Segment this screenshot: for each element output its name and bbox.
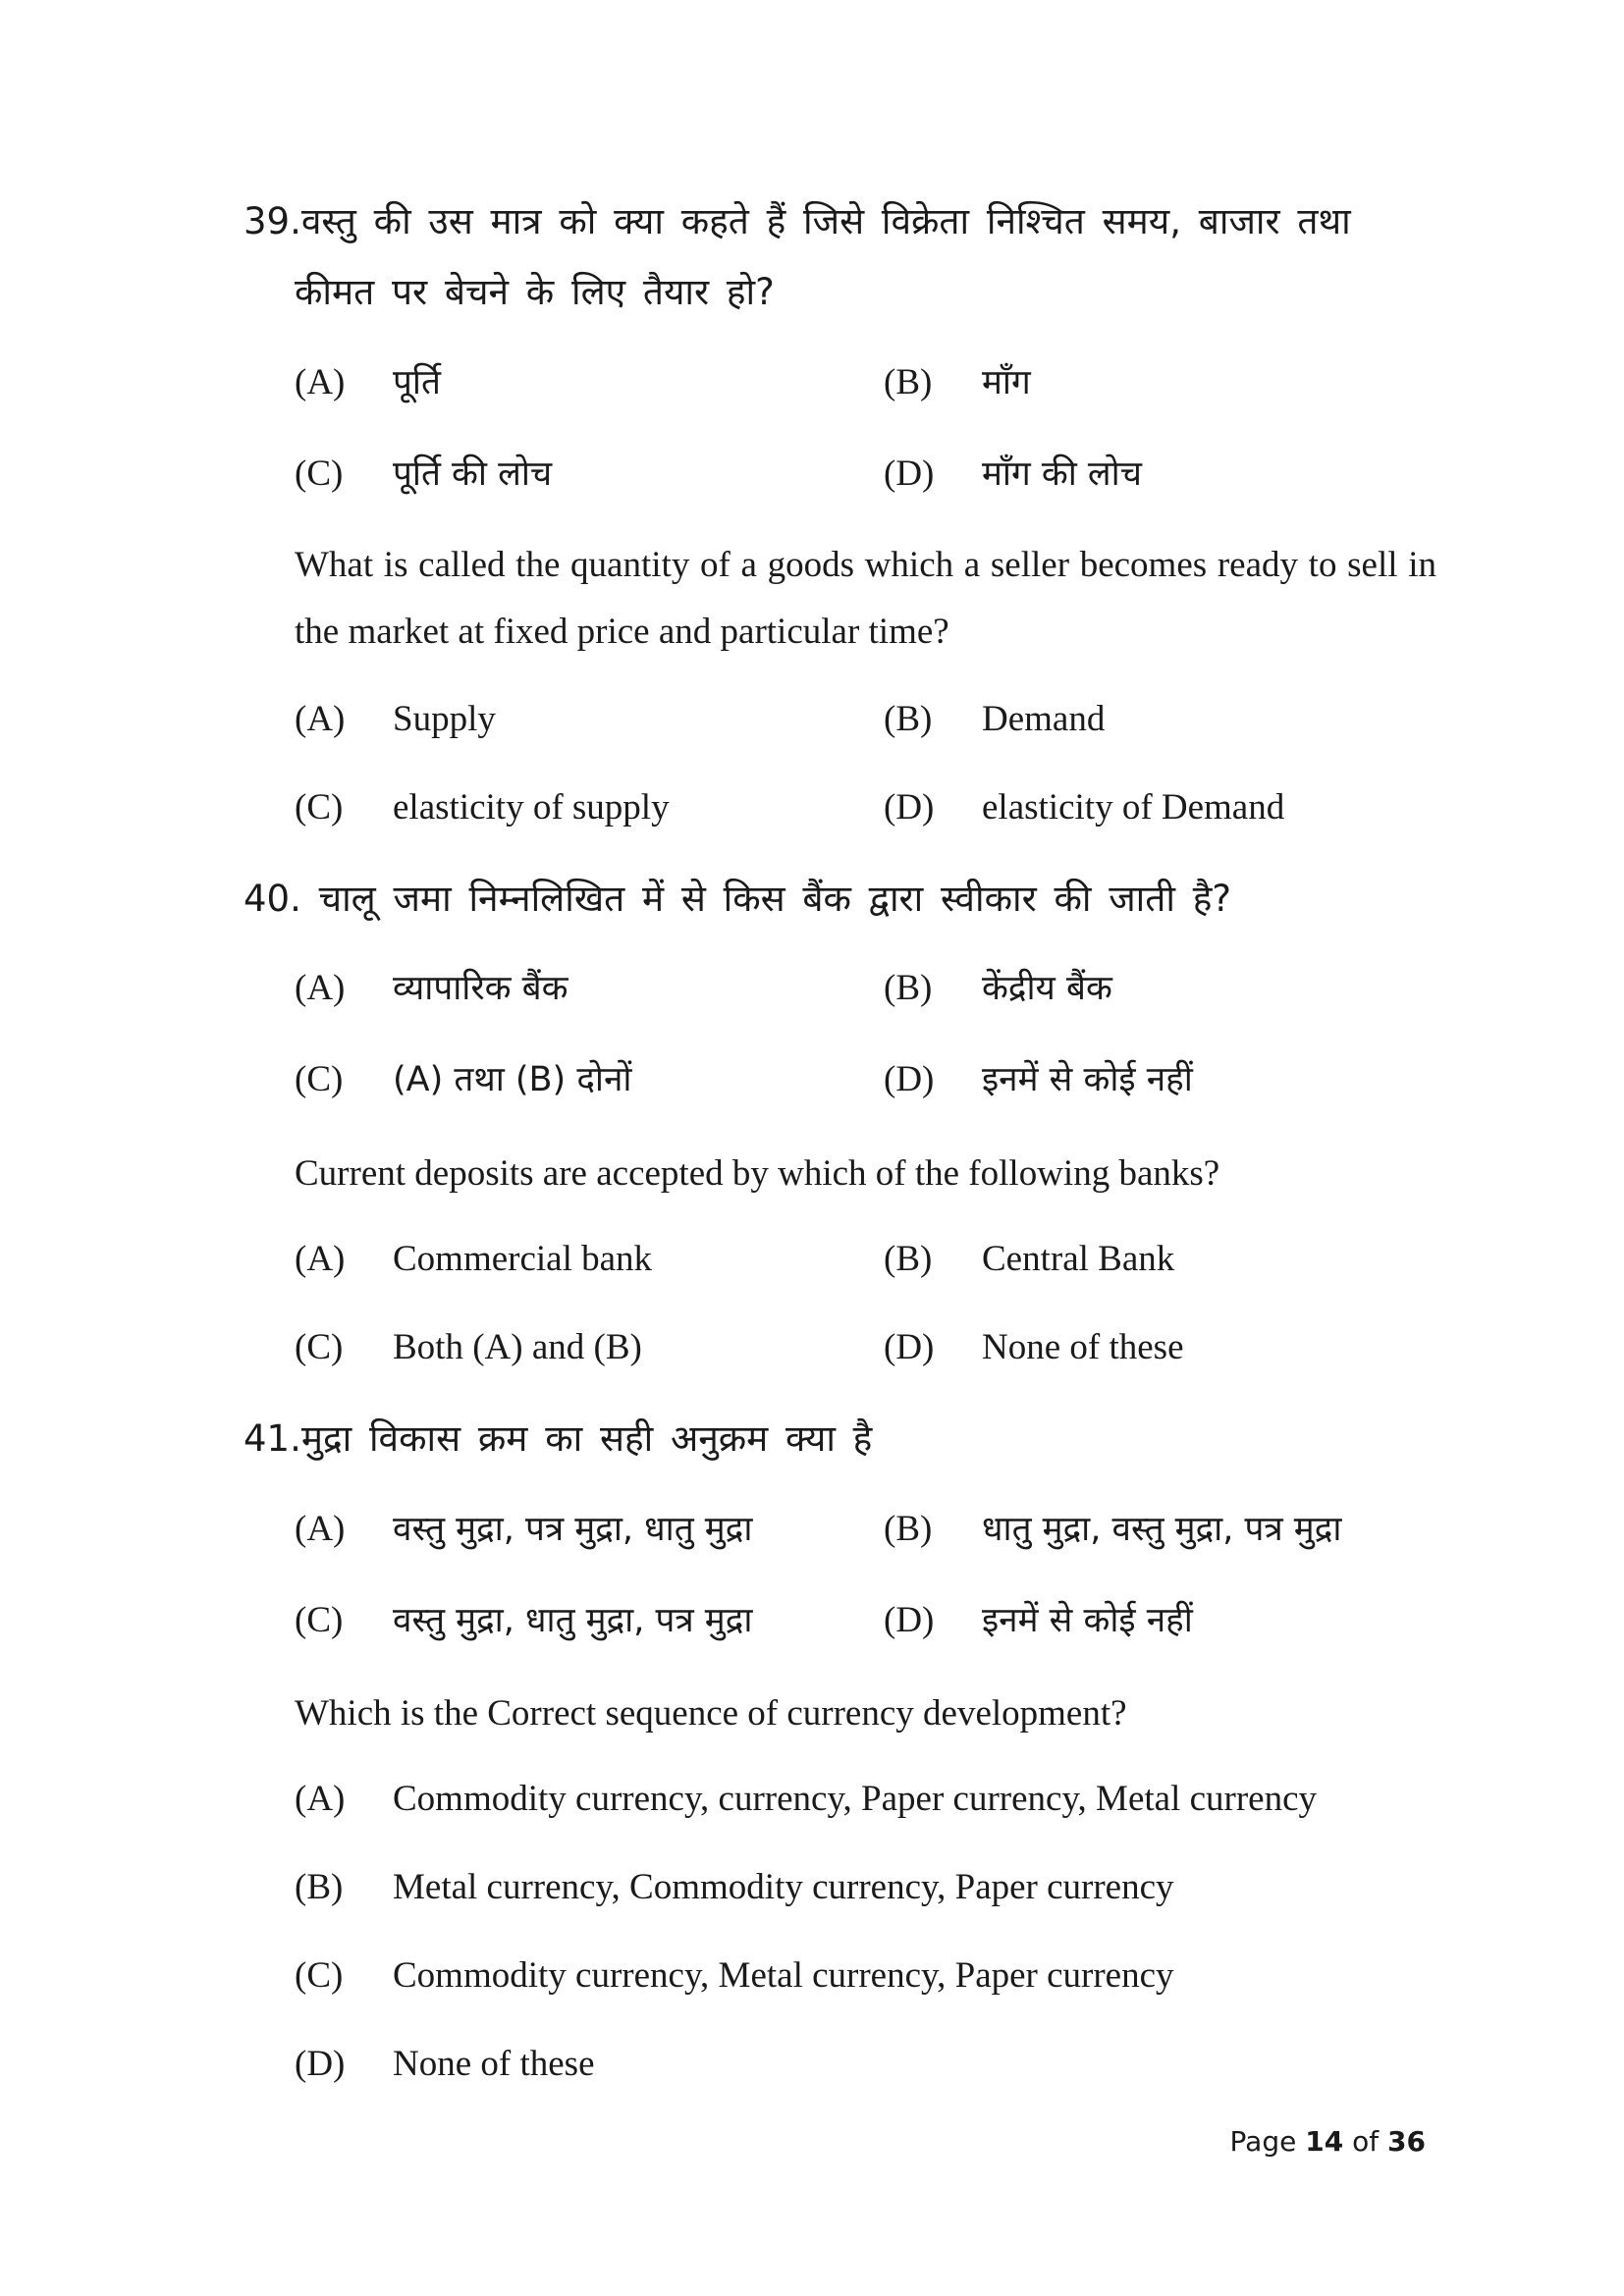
option-text: केंद्रीय बैंक xyxy=(982,969,1112,1008)
option-text: elasticity of Demand xyxy=(982,787,1285,828)
option-text: Metal currency, Commodity currency, Paper currency xyxy=(393,1867,1174,1907)
question-40-hindi-options-row1 xyxy=(295,964,1443,1013)
option-text: Commodity currency, currency, Paper currency, Metal currency xyxy=(393,1779,1318,1819)
option-letter: (A) xyxy=(295,1239,346,1279)
option-letter: (D) xyxy=(884,1059,935,1099)
option-text: Central Bank xyxy=(982,1239,1175,1279)
question-number: 41. xyxy=(244,1417,301,1460)
question-39-hindi-options-row1 xyxy=(295,358,1443,407)
option-text: Demand xyxy=(982,699,1106,739)
option-text: Commercial bank xyxy=(393,1239,653,1279)
option-letter: (B) xyxy=(884,362,933,402)
question-40-english-options-row1 xyxy=(295,1235,1443,1284)
option-letter: (A) xyxy=(295,362,346,402)
option-text: इनमें से कोई नहीं xyxy=(982,1601,1193,1640)
option-text: धातु मुद्रा, वस्तु मुद्रा, पत्र मुद्रा xyxy=(982,1510,1342,1549)
question-40-english: Current deposits are accepted by which of the following banks? xyxy=(295,1153,1220,1194)
option-text: Commodity currency, Metal currency, Paper currency xyxy=(393,1955,1174,1996)
current-page: 14 xyxy=(1305,2125,1344,2158)
question-41-english-option-d[interactable] xyxy=(295,2040,1443,2089)
question-number: 39. xyxy=(244,200,301,242)
option-letter: (C) xyxy=(295,1955,344,1996)
option-text: Both (A) and (B) xyxy=(393,1327,642,1367)
option-text: Supply xyxy=(393,699,496,739)
option-letter: (C) xyxy=(295,454,344,494)
question-40-english-options-row2 xyxy=(295,1323,1443,1372)
page-word: Page xyxy=(1229,2125,1297,2158)
option-letter: (A) xyxy=(295,1509,346,1549)
option-letter: (D) xyxy=(884,787,935,828)
question-41-english-option-a[interactable] xyxy=(295,1775,1443,1824)
option-text: माँग xyxy=(982,363,1031,402)
option-letter: (D) xyxy=(884,454,935,494)
option-letter: (D) xyxy=(884,1600,935,1640)
question-41-hindi xyxy=(244,1404,1436,1474)
of-word: of xyxy=(1352,2125,1380,2158)
question-39-english-options-row2 xyxy=(295,783,1443,832)
question-39-hindi-options-row2 xyxy=(295,450,1443,499)
question-39-hindi xyxy=(244,187,1436,328)
option-letter: (B) xyxy=(884,968,933,1008)
option-text: elasticity of supply xyxy=(393,787,670,828)
question-41-english-option-c[interactable] xyxy=(295,1951,1443,2001)
option-letter: (C) xyxy=(295,1059,344,1099)
option-letter: (C) xyxy=(295,787,344,828)
option-letter: (D) xyxy=(295,2044,346,2084)
option-text: (A) तथा (B) दोनों xyxy=(393,1060,632,1099)
option-text: None of these xyxy=(982,1327,1184,1367)
question-number: 40. xyxy=(244,878,301,920)
option-letter: (C) xyxy=(295,1327,344,1367)
option-letter: (B) xyxy=(884,1509,933,1549)
question-40-hindi-options-row2 xyxy=(295,1055,1443,1104)
question-39-english-options-row1 xyxy=(295,695,1443,744)
option-text: वस्तु मुद्रा, धातु मुद्रा, पत्र मुद्रा xyxy=(393,1601,753,1640)
question-text-line1: चालू जमा निम्नलिखित में से किस बैंक द्वारा स्वीकार की जाती है? xyxy=(318,878,1231,920)
page-number-footer xyxy=(1230,2125,1426,2158)
question-41-hindi-options-row2 xyxy=(295,1596,1443,1645)
option-letter: (A) xyxy=(295,1779,346,1819)
option-text: पूर्ति की लोच xyxy=(393,454,553,494)
question-text-line1: मुद्रा विकास क्रम का सही अनुक्रम क्या है xyxy=(300,1417,873,1460)
question-text-line1: वस्तु की उस मात्र को क्या कहते हैं जिसे विक्रेता निश्चित समय, बाजार तथा xyxy=(300,200,1351,242)
question-41-hindi-options-row1 xyxy=(295,1505,1443,1554)
option-letter: (B) xyxy=(884,1239,933,1279)
option-text: इनमें से कोई नहीं xyxy=(982,1060,1193,1099)
option-text: व्यापारिक बैंक xyxy=(393,969,568,1008)
option-text: पूर्ति xyxy=(393,363,441,402)
option-letter: (D) xyxy=(884,1327,935,1367)
option-text: वस्तु मुद्रा, पत्र मुद्रा, धातु मुद्रा xyxy=(393,1510,753,1549)
option-letter: (A) xyxy=(295,699,346,739)
option-text: माँग की लोच xyxy=(982,454,1142,494)
option-letter: (B) xyxy=(884,699,933,739)
question-41-english: Which is the Correct sequence of currency development? xyxy=(295,1693,1127,1734)
question-40-hindi xyxy=(244,864,1436,934)
option-letter: (C) xyxy=(295,1600,344,1640)
option-text: None of these xyxy=(393,2044,595,2084)
option-letter: (A) xyxy=(295,968,346,1008)
question-text-line2: कीमत पर बेचने के लिए तैयार हो? xyxy=(295,271,775,313)
question-39-english: What is called the quantity of a goods which a seller becomes ready to sell in the market at fixed price and particular time? xyxy=(295,545,1436,652)
total-pages: 36 xyxy=(1387,2125,1426,2158)
question-41-english-option-b[interactable] xyxy=(295,1863,1443,1912)
option-letter: (B) xyxy=(295,1867,344,1907)
